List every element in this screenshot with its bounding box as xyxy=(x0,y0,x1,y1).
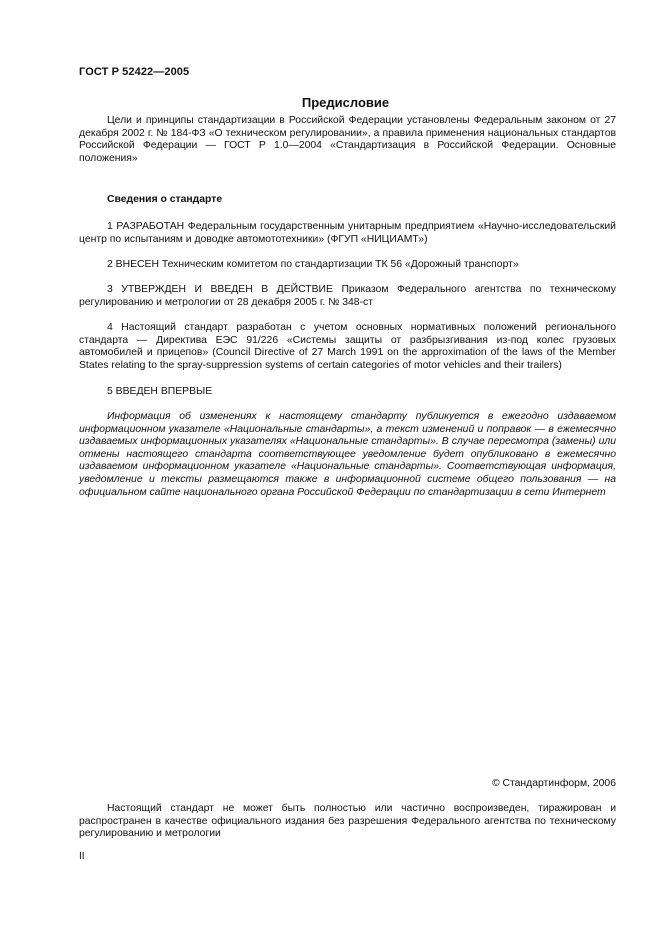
item-2: 2 ВНЕСЕН Техническим комитетом по стандартизации ТК 56 «Дорожный транспорт» xyxy=(107,259,519,270)
standard-code-header: ГОСТ Р 52422—2005 xyxy=(79,66,190,78)
item-1: 1 РАЗРАБОТАН Федеральным государственным унитарным предприятием «Научно-исследовательский центр по испытаниям и доводке автомототехники» (ФГУП «НИЦИАМТ») xyxy=(79,221,616,245)
section-heading: Сведения о стандарте xyxy=(107,194,223,205)
rights-paragraph: Настоящий стандарт не может быть полностью или частично воспроизведен, тиражирован и распространен в качестве официального издания без разрешения Федерального агентства по техническому регулированию и метрологии xyxy=(79,803,616,840)
page-number: II xyxy=(79,851,85,862)
item-5: 5 ВВЕДЕН ВПЕРВЫЕ xyxy=(107,386,213,397)
item-4: 4 Настоящий стандарт разработан с учетом основных нормативных положений регионального стандарта — Директива ЕЭС 91/226 «Системы защиты от разбрызгивания из-под колес грузовых автомобилей и прицепов» (Council Directive of 27 March 1991 on the approximation of the laws of the Member States relating to the spray-suppression systems of certain categories of motor vehicles and their trailers) xyxy=(79,322,616,371)
preface-title: Предисловие xyxy=(301,95,390,110)
notice-paragraph: Информация об изменениях к настоящему стандарту публикуется в ежегодно издаваемом информационном указателе «Национальные стандарты», а текст изменений и поправок — в ежемесячно издаваемых информационных указателях «Национальные стандарты». В случае пересмотра (замены) или отмены настоящего стандарта соответствующее уведомление будет опубликовано в ежемесячно издаваемом информационном указателе «Национальные стандарты». Соответствующая информация, уведомление и тексты размещаются также в информационной системе общего пользования — на официальном сайте национального органа Российской Федерации по стандартизации в сети Интернет xyxy=(79,411,616,498)
copyright-line: © Стандартинформ, 2006 xyxy=(491,778,616,789)
intro-paragraph: Цели и принципы стандартизации в Российской Федерации установлены Федеральным законом от 27 декабря 2002 г. № 184-ФЗ «О техническом регулировании», а правила применения национальных стандартов Российской Федерации — ГОСТ Р 1.0—2004 «Стандартизация в Российской Федерации. Основные положения» xyxy=(79,115,616,164)
item-3: 3 УТВЕРЖДЕН И ВВЕДЕН В ДЕЙСТВИЕ Приказом Федерального агентства по техническому регулированию и метрологии от 28 декабря 2005 г. № 348-ст xyxy=(79,284,616,308)
